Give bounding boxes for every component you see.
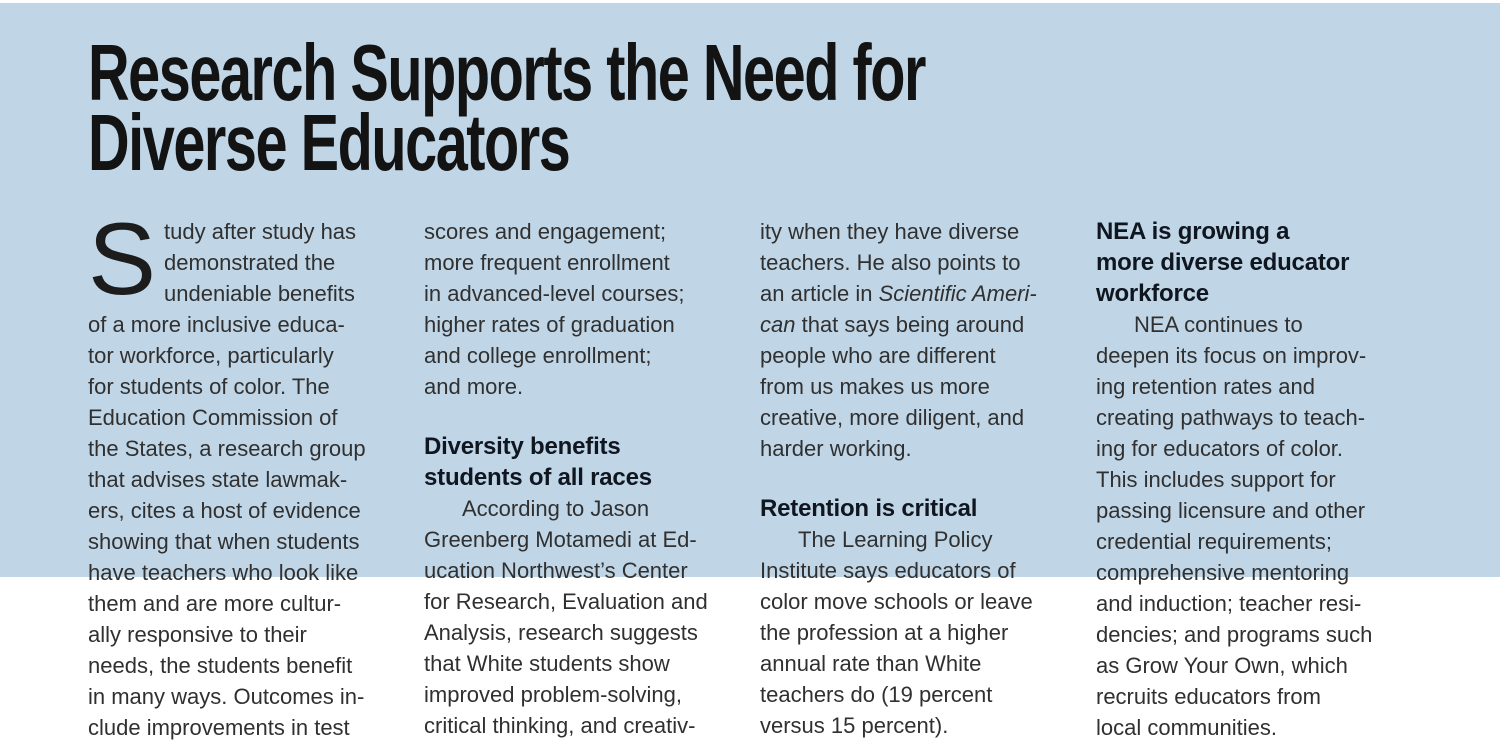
body-paragraph: NEA continues to deepen its focus on improv- ing retention rates and creating pathways to teach- ing for educators of color. This includes support for passing licensure and other credential requirements; comprehensive mentoring and induction; teacher resi- dencies; and programs such as Grow Your Own, which recruits educators from local communities.	[1096, 312, 1373, 740]
text-column-4	[1096, 216, 1398, 743]
article-title	[88, 28, 926, 187]
section-heading: Diversity benefits students of all races	[424, 433, 652, 491]
article-title-line-2: Diverse Educators	[88, 98, 570, 187]
body-paragraph: The Learning Policy Institute says educators of color move schools or leave the profession at a higher annual rate than White teachers do (19 percent versus 15 percent).	[760, 527, 1033, 738]
body-paragraph: Study after study has demonstrated the undeniable benefits of a more inclusive educa- tor workforce, particularly for students of color. The Education Commission of the States, a research group that advises state lawmak- ers, cites a host of evidence showing that when students have teachers who look like them and are more cultur- ally responsive to their needs, the students benefit in many ways. Outcomes in- clude improvements in test	[88, 202, 366, 740]
text-column-1	[88, 202, 390, 743]
text-column-2	[424, 216, 726, 743]
text-column-3	[760, 216, 1062, 743]
drop-cap: S	[88, 202, 157, 316]
article-columns	[88, 202, 1398, 743]
body-paragraph: scores and engagement; more frequent enrollment in advanced-level courses; higher rates of graduation and college enrollment; and more.	[424, 219, 685, 399]
article-title-line-1: Research Supports the Need for	[88, 28, 926, 117]
section-heading: NEA is growing a more diverse educator workforce	[1096, 218, 1350, 307]
section-heading: Retention is critical	[760, 495, 978, 522]
body-paragraph: ity when they have diverse teachers. He also points to an article in Scientific Ameri- can that says being around people who are different from us makes us more creative, more diligent, and harder working.	[760, 219, 1037, 461]
body-paragraph: According to Jason Greenberg Motamedi at Ed- ucation Northwest’s Center for Research, Evaluation and Analysis, research suggests that White students show improved problem-solving, critical thinking, and creativ-	[424, 496, 708, 738]
